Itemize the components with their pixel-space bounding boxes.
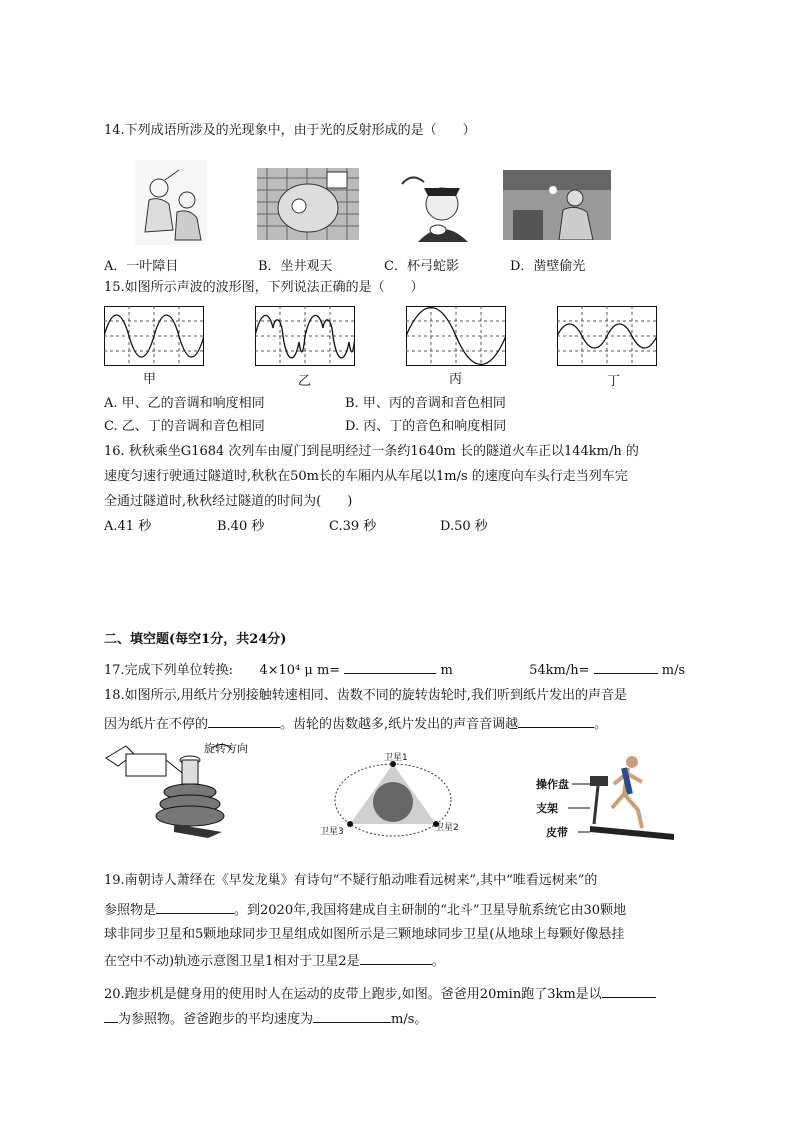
q14-image-a xyxy=(135,160,207,245)
q16-line2: 速度匀速行驶通过隧道时,秋秋在50m长的车厢内从车尾以1m/s 的速度向车头行走当列车完 xyxy=(104,469,628,484)
q16-option-a: A.41 秒 xyxy=(104,519,152,534)
q19-blank2[interactable] xyxy=(360,950,432,965)
q20-blank1a[interactable] xyxy=(602,983,656,998)
q17-prefix: 17.完成下列单位转换: xyxy=(104,663,234,678)
q18-line1: 18.如图所示,用纸片分别接触转速相同、齿数不同的旋转齿轮时,我们听到纸片发出的声音是 xyxy=(104,688,627,703)
q17-expr2: 54km/h= xyxy=(529,663,590,678)
q14-option-b: B．坐井观天 xyxy=(258,259,333,274)
satellite-1-label: 卫星1 xyxy=(384,753,408,763)
satellite-3-label: 卫星3 xyxy=(320,827,344,837)
q19-line4a: 在空中不动)轨迹示意图卫星1相对于卫星2是 xyxy=(104,954,360,969)
q16-line3: 全通过隧道时,秋秋经过隧道的时间为( ) xyxy=(104,494,353,509)
q16-option-c: C.39 秒 xyxy=(329,519,377,534)
q20-blank2[interactable] xyxy=(313,1008,391,1023)
gear-figure xyxy=(104,740,254,840)
treadmill-frame-label: 支架 xyxy=(536,802,558,815)
q15-option-b: B. 甲、丙的音调和音色相同 xyxy=(345,396,506,411)
treadmill-belt-label: 皮带 xyxy=(546,826,568,839)
q18-line2a: 因为纸片在不停的 xyxy=(104,717,209,732)
wave-label-yi: 乙 xyxy=(298,374,312,389)
satellite-figure xyxy=(318,752,468,842)
satellite-2-label: 卫星2 xyxy=(435,823,459,833)
q14-image-d xyxy=(503,170,611,240)
q19-blank1[interactable] xyxy=(156,899,234,914)
q18-line2 xyxy=(104,713,607,736)
q14-option-c: C．杯弓蛇影 xyxy=(384,259,459,274)
q18-blank2[interactable] xyxy=(518,713,594,728)
q14-image-b xyxy=(257,168,359,240)
q18-line2b: 。齿轮的齿数越多,纸片发出的声音音调越 xyxy=(280,717,519,732)
q19-line2a: 参照物是 xyxy=(104,903,157,918)
q17-unit1: m xyxy=(440,663,453,678)
q19-line4 xyxy=(104,950,445,973)
q14-image-c xyxy=(398,168,470,242)
q18-blank1[interactable] xyxy=(208,713,280,728)
q20-line2 xyxy=(104,1008,427,1031)
q17-blank2[interactable] xyxy=(594,659,658,674)
q19-line2 xyxy=(104,899,626,922)
q17-line xyxy=(104,659,685,682)
gear-direction-label: 旋转方向 xyxy=(204,742,248,755)
q20-line2b: m/s。 xyxy=(391,1012,428,1027)
q20-line2a: 为参照物。爸爸跑步的平均速度为 xyxy=(118,1012,314,1027)
q16-option-d: D.50 秒 xyxy=(440,519,488,534)
q14-option-a: A．一叶障目 xyxy=(104,259,179,274)
wave-label-ding: 丁 xyxy=(607,374,621,389)
q15-option-a: A. 甲、乙的音调和响度相同 xyxy=(104,396,265,411)
q18-line2c: 。 xyxy=(594,717,608,732)
section-title: 二、填空题(每空1分，共24分) xyxy=(104,632,287,647)
q17-blank1[interactable] xyxy=(344,659,436,674)
q14-stem: 14.下列成语所涉及的光现象中，由于光的反射形成的是（ ） xyxy=(104,123,476,138)
wave-label-bing: 丙 xyxy=(449,372,463,387)
q16-option-b: B.40 秒 xyxy=(217,519,265,534)
q19-line4b: 。 xyxy=(431,954,445,969)
treadmill-figure xyxy=(528,748,678,844)
q15-stem: 15.如图所示声波的波形图，下列说法正确的是（ ） xyxy=(104,280,424,295)
q15-option-d: D. 丙、丁的音色和响度相同 xyxy=(345,419,507,434)
q17-expr1: 4×10⁴ μ m= xyxy=(259,663,341,678)
q19-line2b: 。到2020年,我国将建成自主研制的“北斗”卫星导航系统它由30颗地 xyxy=(234,903,627,918)
wave-label-jia: 甲 xyxy=(143,372,157,387)
q19-line3: 球非同步卫星和5颗地球同步卫星组成如图所示是三颗地球同步卫星(从地球上每颗好像悬挂 xyxy=(104,927,625,942)
q19-line1: 19.南朝诗人萧绎在《早发龙巢》有诗句“不疑行船动唯看远树来”,其中“唯看远树来”的 xyxy=(104,873,598,888)
q20-line1 xyxy=(104,983,656,1006)
waveform-yi xyxy=(255,306,355,366)
q15-option-c: C. 乙、丁的音调和音色相同 xyxy=(104,419,265,434)
waveform-bing xyxy=(406,306,506,366)
q16-line1: 16. 秋秋乘坐G1684 次列车由厦门到昆明经过一条约1640m 长的隧道火车正以144km/h 的 xyxy=(104,444,639,459)
q14-option-d: D．凿壁偷光 xyxy=(510,259,586,274)
q20-blank1b[interactable] xyxy=(104,1008,118,1023)
q20-line1-text: 20.跑步机是健身用的使用时人在运动的皮带上跑步,如图。爸爸用20min跑了3km是以 xyxy=(104,987,602,1002)
q17-unit2: m/s xyxy=(661,663,686,678)
waveform-ding xyxy=(557,306,657,366)
treadmill-panel-label: 操作盘 xyxy=(536,778,569,791)
waveform-jia xyxy=(104,306,204,366)
